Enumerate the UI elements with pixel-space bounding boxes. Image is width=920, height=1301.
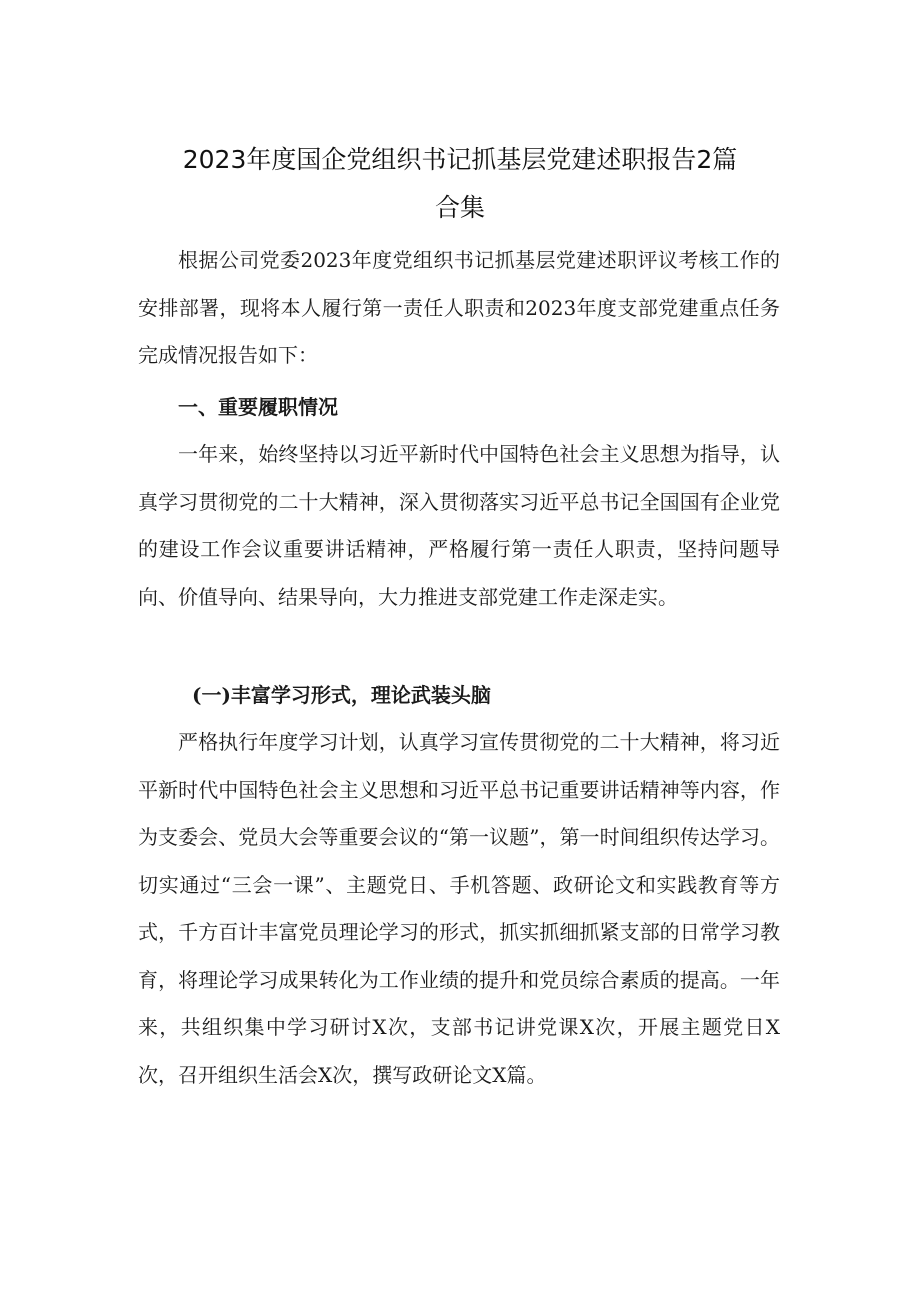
intro-paragraph: 根据公司党委2023年度党组织书记抓基层党建述职评议考核工作的安排部署，现将本人履行第一责任人职责和2023年度支部党建重点任务完成情况报告如下： <box>138 248 780 367</box>
section-1-heading: 一、重要履职情况 <box>178 395 338 419</box>
document-title-line-1: 2023年度国企党组织书记抓基层党建述职报告2篇 <box>182 145 738 174</box>
subsection-1-heading: (一)丰富学习形式，理论武装头脑 <box>192 683 491 707</box>
section-1-paragraph: 一年来，始终坚持以习近平新时代中国特色社会主义思想为指导，认真学习贯彻党的二十大精神，深入贯彻落实习近平总书记全国国有企业党的建设工作会议重要讲话精神，严格履行第一责任人职责，坚持问题导向、价值导向、结果导向，大力推进支部党建工作走深走实。 <box>138 442 780 609</box>
subsection-1-paragraph: 严格执行年度学习计划，认真学习宣传贯彻党的二十大精神，将习近平新时代中国特色社会主义思想和习近平总书记重要讲话精神等内容，作为支委会、党员大会等重要会议的“第一议题”，第一时间组织传达学习。切实通过“三会一课”、主题党日、手机答题、政研论文和实践教育等方式，千方百计丰富党员理论学习的形式，抓实抓细抓紧支部的日常学习教育，将理论学习成果转化为工作业绩的提升和党员综合素质的提高。一年来，共组织集中学习研讨X次，支部书记讲党课X次，开展主题党日X次，召开组织生活会X次，撰写政研论文X篇。 <box>138 730 780 1087</box>
document-title-line-2: 合集 <box>434 193 485 222</box>
